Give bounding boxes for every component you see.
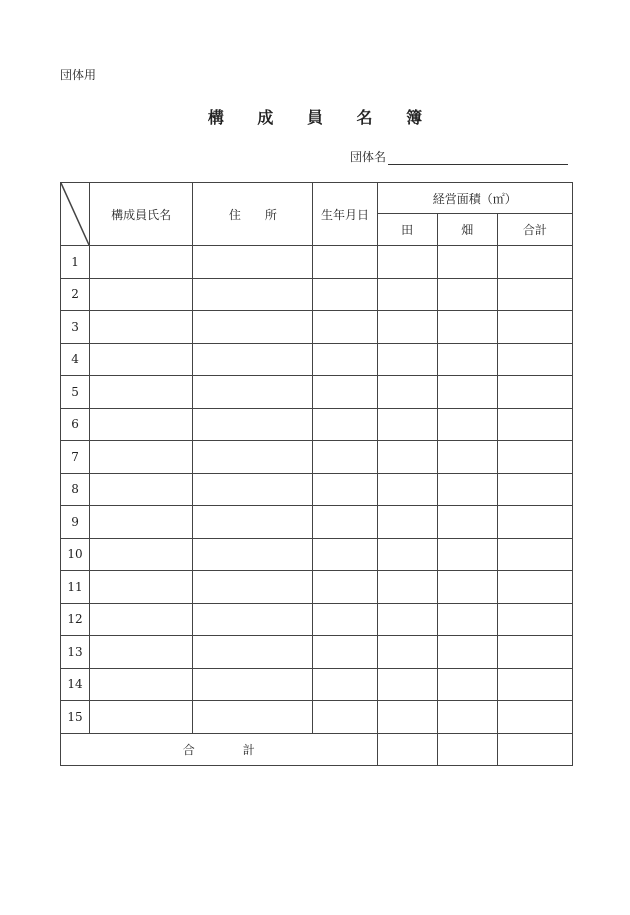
group-name-field: [350, 148, 568, 165]
upland-field-cell[interactable]: [437, 376, 497, 409]
upland-field-cell[interactable]: [437, 506, 497, 539]
name-cell[interactable]: [90, 278, 193, 311]
birthdate-cell[interactable]: [313, 408, 377, 441]
row-number: 6: [61, 408, 90, 441]
table-row: [61, 603, 573, 636]
birthdate-cell[interactable]: [313, 636, 377, 669]
address-cell[interactable]: [193, 246, 313, 279]
address-cell[interactable]: [193, 473, 313, 506]
total-label-cell: 合 計: [61, 733, 378, 765]
row-number: 9: [61, 506, 90, 539]
upland-field-cell[interactable]: [437, 311, 497, 344]
rice-field-cell[interactable]: [377, 701, 437, 734]
subtotal-cell[interactable]: [497, 376, 572, 409]
birthdate-cell[interactable]: [313, 668, 377, 701]
rice-field-cell[interactable]: [377, 603, 437, 636]
name-cell[interactable]: [90, 376, 193, 409]
table-row: [61, 376, 573, 409]
subtotal-cell[interactable]: [497, 538, 572, 571]
row-number: 1: [61, 246, 90, 279]
rice-field-cell[interactable]: [377, 408, 437, 441]
group-name-blank-line[interactable]: [388, 150, 568, 165]
table-row: [61, 636, 573, 669]
row-number: 10: [61, 538, 90, 571]
rice-field-cell[interactable]: [377, 538, 437, 571]
subtotal-cell[interactable]: [497, 571, 572, 604]
birthdate-cell[interactable]: [313, 571, 377, 604]
rice-field-cell[interactable]: [377, 376, 437, 409]
table-row: [61, 441, 573, 474]
address-cell[interactable]: [193, 506, 313, 539]
table-row: [61, 571, 573, 604]
row-number: 12: [61, 603, 90, 636]
rice-field-cell[interactable]: [377, 278, 437, 311]
address-cell[interactable]: [193, 278, 313, 311]
document-title: 構 成 員 名 簿: [207, 108, 437, 127]
subtotal-cell[interactable]: [497, 701, 572, 734]
header-member-name: 構成員氏名: [90, 183, 193, 246]
address-cell[interactable]: [193, 311, 313, 344]
address-cell[interactable]: [193, 571, 313, 604]
birthdate-cell[interactable]: [313, 603, 377, 636]
subtotal-cell[interactable]: [497, 441, 572, 474]
birthdate-cell[interactable]: [313, 311, 377, 344]
subtotal-cell[interactable]: [497, 473, 572, 506]
birthdate-cell[interactable]: [313, 473, 377, 506]
birthdate-cell[interactable]: [313, 538, 377, 571]
upland-field-cell[interactable]: [437, 408, 497, 441]
name-cell[interactable]: [90, 603, 193, 636]
name-cell[interactable]: [90, 636, 193, 669]
address-cell[interactable]: [193, 343, 313, 376]
member-roster-table: [60, 182, 573, 766]
rice-field-cell[interactable]: [377, 636, 437, 669]
form-category-label: 団体用: [60, 68, 97, 82]
total-sum-cell[interactable]: [497, 733, 572, 765]
rice-field-cell[interactable]: [377, 473, 437, 506]
header-upland-field: 畑: [437, 214, 497, 246]
header-birthdate: 生年月日: [313, 183, 377, 246]
name-cell[interactable]: [90, 571, 193, 604]
upland-field-cell[interactable]: [437, 701, 497, 734]
name-cell[interactable]: [90, 538, 193, 571]
header-rice-field: 田: [377, 214, 437, 246]
address-cell[interactable]: [193, 701, 313, 734]
subtotal-cell[interactable]: [497, 246, 572, 279]
name-cell[interactable]: [90, 441, 193, 474]
upland-field-cell[interactable]: [437, 343, 497, 376]
subtotal-cell[interactable]: [497, 668, 572, 701]
table-row: [61, 506, 573, 539]
birthdate-cell[interactable]: [313, 376, 377, 409]
diagonal-line: [61, 183, 89, 245]
upland-field-cell[interactable]: [437, 668, 497, 701]
upland-field-cell[interactable]: [437, 603, 497, 636]
birthdate-cell[interactable]: [313, 506, 377, 539]
upland-field-cell[interactable]: [437, 441, 497, 474]
name-cell[interactable]: [90, 246, 193, 279]
header-management-area: 経営面積（㎡）: [377, 183, 572, 214]
row-number: 11: [61, 571, 90, 604]
row-number: 3: [61, 311, 90, 344]
name-cell[interactable]: [90, 311, 193, 344]
group-name-label: 団体名: [350, 150, 387, 164]
rice-field-cell[interactable]: [377, 441, 437, 474]
name-cell[interactable]: [90, 408, 193, 441]
total-rice-field-cell[interactable]: [377, 733, 437, 765]
row-number: 4: [61, 343, 90, 376]
upland-field-cell[interactable]: [437, 246, 497, 279]
address-cell[interactable]: [193, 408, 313, 441]
address-cell[interactable]: [193, 668, 313, 701]
address-cell[interactable]: [193, 538, 313, 571]
subtotal-cell[interactable]: [497, 603, 572, 636]
address-cell[interactable]: [193, 636, 313, 669]
rice-field-cell[interactable]: [377, 571, 437, 604]
subtotal-cell[interactable]: [497, 343, 572, 376]
header-address: 住 所: [193, 183, 313, 246]
upland-field-cell[interactable]: [437, 538, 497, 571]
table-row: [61, 311, 573, 344]
row-number: 14: [61, 668, 90, 701]
total-row: [61, 733, 573, 765]
birthdate-cell[interactable]: [313, 246, 377, 279]
table-row: [61, 343, 573, 376]
header-subtotal: 合計: [497, 214, 572, 246]
diagonal-header-cell: [61, 183, 90, 246]
row-number: 5: [61, 376, 90, 409]
rice-field-cell[interactable]: [377, 246, 437, 279]
rice-field-cell[interactable]: [377, 668, 437, 701]
upland-field-cell[interactable]: [437, 571, 497, 604]
table-row: [61, 408, 573, 441]
table-row: [61, 278, 573, 311]
row-number: 8: [61, 473, 90, 506]
birthdate-cell[interactable]: [313, 343, 377, 376]
total-upland-field-cell[interactable]: [437, 733, 497, 765]
row-number: 15: [61, 701, 90, 734]
name-cell[interactable]: [90, 343, 193, 376]
table-header-row: [61, 183, 573, 214]
table-row: [61, 246, 573, 279]
table-body: [61, 246, 573, 734]
rice-field-cell[interactable]: [377, 311, 437, 344]
subtotal-cell[interactable]: [497, 408, 572, 441]
upland-field-cell[interactable]: [437, 636, 497, 669]
birthdate-cell[interactable]: [313, 441, 377, 474]
subtotal-cell[interactable]: [497, 506, 572, 539]
name-cell[interactable]: [90, 668, 193, 701]
table-row: [61, 473, 573, 506]
address-cell[interactable]: [193, 441, 313, 474]
address-cell[interactable]: [193, 603, 313, 636]
row-number: 2: [61, 278, 90, 311]
rice-field-cell[interactable]: [377, 506, 437, 539]
row-number: 7: [61, 441, 90, 474]
table-row: [61, 538, 573, 571]
upland-field-cell[interactable]: [437, 473, 497, 506]
table-row: [61, 701, 573, 734]
subtotal-cell[interactable]: [497, 311, 572, 344]
subtotal-cell[interactable]: [497, 636, 572, 669]
name-cell[interactable]: [90, 473, 193, 506]
row-number: 13: [61, 636, 90, 669]
rice-field-cell[interactable]: [377, 343, 437, 376]
birthdate-cell[interactable]: [313, 278, 377, 311]
address-cell[interactable]: [193, 376, 313, 409]
name-cell[interactable]: [90, 701, 193, 734]
subtotal-cell[interactable]: [497, 278, 572, 311]
table-row: [61, 668, 573, 701]
upland-field-cell[interactable]: [437, 278, 497, 311]
birthdate-cell[interactable]: [313, 701, 377, 734]
name-cell[interactable]: [90, 506, 193, 539]
